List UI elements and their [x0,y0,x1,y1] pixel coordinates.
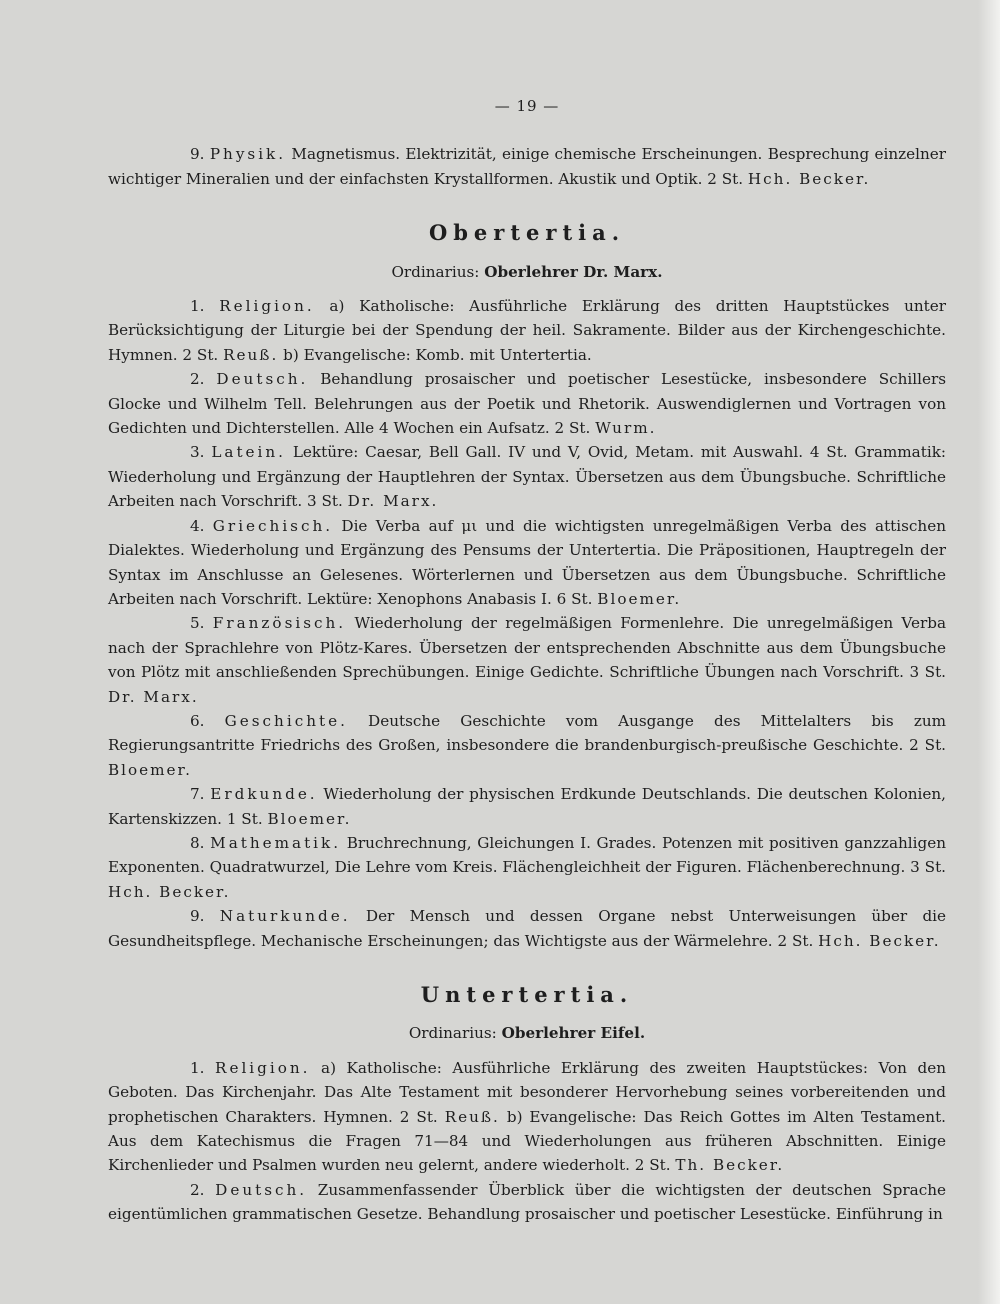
item-number: 1. [190,297,205,316]
item-text: a) Katholische: Ausführliche Erklärung des dritten Hauptstückes unter Berücksichtigung der Liturgie bei der Spendung der heil. Sakramente. Bilder aus der Kirchengeschichte. Hymnen. 2 St. [108,297,947,364]
item-number: 8. [190,833,205,852]
page-edge [978,0,1000,1304]
item-text-2: b) Evangelische: Das Reich Gottes im Alten Testament. Aus dem Katechismus die Fragen 71—84 und Wiederholungen aus früheren Abschnitten. Einige Kirchenlieder und Psalmen wurden neu gelernt, andere wiederholt. 2 St. [108,1107,947,1175]
list-item [108,709,946,782]
item-teacher: Wurm. [595,419,657,438]
item-number: 6. [190,711,205,730]
item-text: Lektüre: Caesar, Bell Gall. IV und V, Ovid, Metam. mit Auswahl. 4 St. Grammatik: Wiederholung und Ergänzung der Hauptlehren der Syntax. Übersetzen aus dem Übungsbuche. Schriftliche Arbeiten nach Vorschrift. 3 St. [108,443,947,511]
item-teacher-2: Th. Becker. [675,1156,785,1175]
item-teacher: Dr. Marx. [108,687,199,706]
item-number: 9. [190,907,205,926]
item-teacher: Dr. Marx. [347,492,439,511]
item-text: Die Verba auf μι und die wichtigsten unregelmäßigen Verba des attischen Dialektes. Wiederholung und Ergänzung des Pensums der Untertertia. Die Präpositionen, Hauptregeln der Syntax im Anschlusse an Gelesenes. Wörterlernen und Übersetzen aus dem Übungsbuche. Schriftliche Arbeiten nach Vorschrift. Lektüre: Xenophons Anabasis I. 6 St. [108,516,946,608]
item-text: Deutsche Geschichte vom Ausgange des Mittelalters bis zum Regierungsantritte Friedrichs des Großen, insbesondere die brandenburgisch-preußische Geschichte. 2 St. [108,711,947,755]
item-subject: Französisch. [212,614,347,633]
ordinarius-line [108,260,946,284]
item-subject: Mathematik. [210,833,342,852]
list-item [108,514,946,612]
item-teacher: Hch. Becker. [108,882,231,901]
item-teacher: Reuß. [223,345,279,364]
item-text: Wiederholung der physischen Erdkunde Deutschlands. Die deutschen Kolonien, Kartenskizzen. 1 St. [108,785,947,828]
item-subject: Latein. [211,443,287,462]
section-title-obertertia: Obertertia. [428,220,626,246]
list-item [108,1056,946,1178]
page-content [108,94,946,1227]
item-number: 1. [190,1058,205,1077]
item-text: Zusammenfassender Überblick über die wichtigsten der deutschen Sprache eigentümlichen grammatischen Gesetze. Behandlung prosaischer und poetischer Lesestücke. Einführung in [108,1180,946,1224]
physik-paragraph [108,142,946,191]
list-item [108,440,946,513]
ordinarius-name: Oberlehrer Eifel. [501,1024,646,1043]
list-item [108,294,946,367]
list-item [108,367,946,440]
item-subject: Deutsch. [216,370,309,389]
list-item [108,904,946,953]
page-number: — 19 — [494,97,560,115]
item-teacher: Reuß. [444,1107,500,1126]
item-number: 7. [190,785,205,804]
item-number: 4. [190,516,205,535]
ordinarius-line [108,1021,946,1045]
list-item [108,611,946,709]
item-subject: Religion. [219,297,315,316]
item-teacher: Bloemer. [108,760,192,779]
item-subject: Griechisch. [212,516,334,535]
item-subject: Erdkunde. [210,785,318,804]
item-text: Der Mensch und dessen Organe nebst Unterweisungen über die Gesundheitspflege. Mechanische Erscheinungen; das Wichtigste aus der Wärmelehre. 2 St. [108,907,947,950]
item-subject: Geschichte. [224,711,348,730]
item-text: Wiederholung der regelmäßigen Formenlehre. Die unregelmäßigen Verba nach der Sprachlehre von Plötz-Kares. Übersetzen der entsprechenden Abschnitte aus dem Übungsbuche von Plötz mit anschließenden Sprechübungen. Einige Gedichte. Schriftliche Übungen nach Vorschrift. 3 St. [108,614,947,682]
item-number: 9. [190,145,205,164]
item-subject: Deutsch. [215,1180,308,1199]
item-teacher: Hch. Becker. [818,931,941,950]
item-subject: Religion. [215,1058,311,1077]
section-title-untertertia: Untertertia. [420,982,634,1007]
item-text: Behandlung prosaischer und poetischer Lesestücke, insbesondere Schillers Glocke und Wilhelm Tell. Belehrungen aus der Poetik und Rhetorik. Auswendiglernen und Vortragen von Gedichten und Dichterstellen. Alle 4 Wochen ein Aufsatz. 2 St. [108,370,946,438]
item-text: a) Katholische: Ausführliche Erklärung des zweiten Hauptstückes: Von den Geboten. Das Kirchenjahr. Das Alte Testament mit besonderer Hervorhebung seines vorbereitenden und prophetischen Charakters. Hymnen. 2 St. [108,1058,946,1126]
item-text-2: b) Evangelische: Komb. mit Untertertia. [283,345,592,364]
list-item [108,831,946,904]
item-text: Bruchrechnung, Gleichungen I. Grades. Potenzen mit positiven ganzzahligen Exponenten. Quadratwurzel, Die Lehre vom Kreis. Flächengleichheit der Figuren. Flächenberechnung. 3 St. [108,833,947,877]
item-teacher: Bloemer. [267,809,352,828]
item-text: Magnetismus. Elektrizität, einige chemische Erscheinungen. Besprechung einzelner wichtiger Mineralien und der einfachsten Krystallformen. Akustik und Optik. 2 St. [108,145,947,188]
item-number: 5. [190,614,205,633]
list-item [108,1178,946,1227]
ordinarius-label: Ordinarius: [408,1024,497,1043]
item-number: 3. [190,443,205,462]
item-number: 2. [190,1180,205,1199]
item-number: 2. [190,370,205,389]
item-teacher: Bloemer. [597,589,682,608]
item-teacher: Hch. Becker. [747,169,871,188]
ordinarius-name: Oberlehrer Dr. Marx. [484,262,663,281]
item-subject: Naturkunde. [219,907,351,926]
item-subject: Physik. [209,145,287,164]
ordinarius-label: Ordinarius: [391,262,480,281]
list-item [108,782,946,831]
